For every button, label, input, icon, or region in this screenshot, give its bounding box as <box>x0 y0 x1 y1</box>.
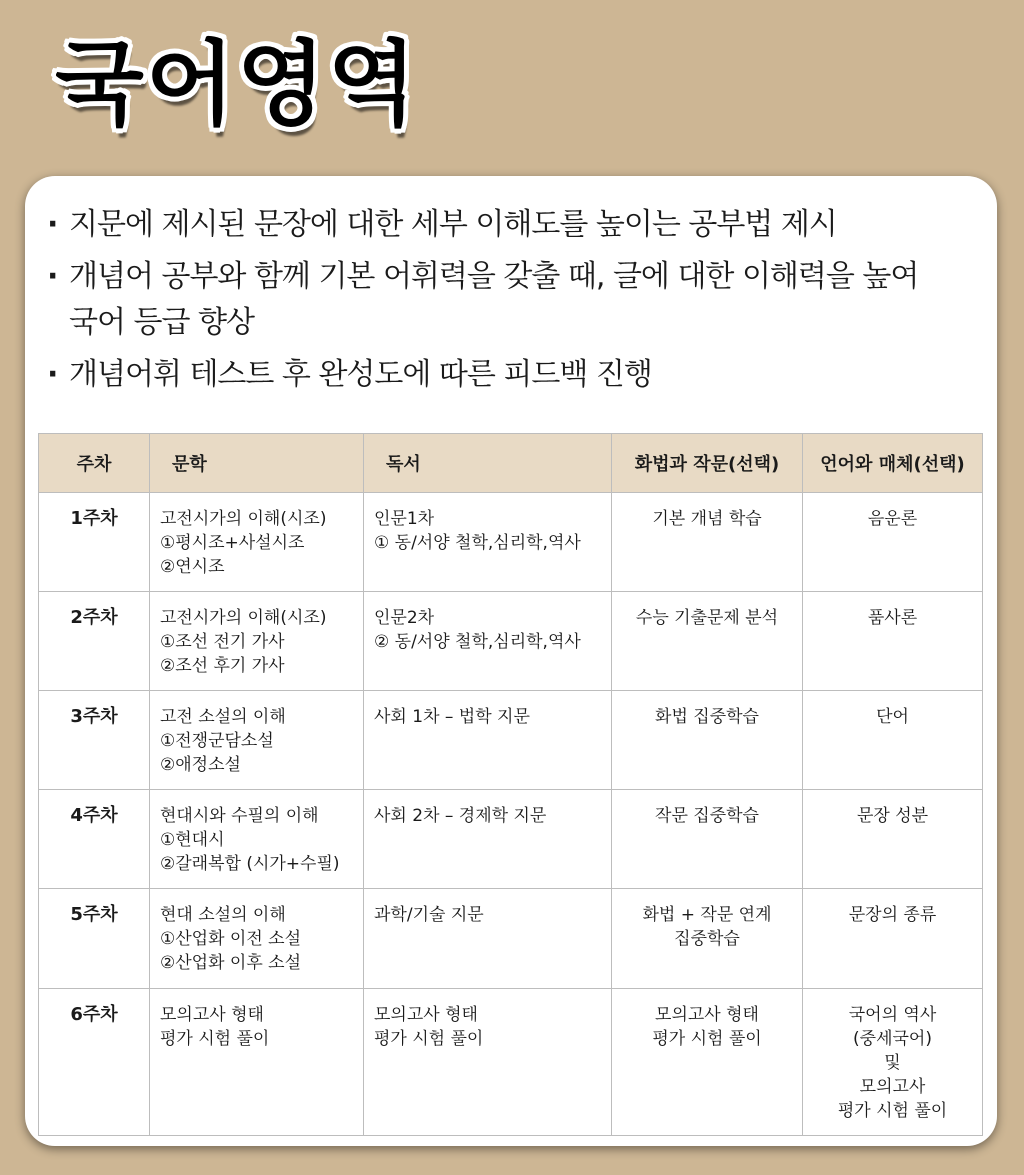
cell-line: 모의고사 형태 <box>655 1005 759 1025</box>
cell-line: 평가 시험 풀이 <box>160 1029 270 1049</box>
cell-literature <box>150 889 364 989</box>
cell-line: ①산업화 이전 소설 <box>160 929 302 949</box>
cell-line: 문장의 종류 <box>848 905 937 925</box>
table-row <box>39 989 983 1136</box>
cell-speech-writing <box>612 989 803 1136</box>
cell-reading <box>364 691 612 790</box>
cell-language-media <box>803 889 983 989</box>
cell-reading <box>364 889 612 989</box>
cell-line: 화법 + 작문 연계 <box>642 905 772 925</box>
cell-reading <box>364 493 612 592</box>
cell-language-media <box>803 592 983 691</box>
cell-language-media <box>803 790 983 889</box>
bullet-item <box>43 202 963 248</box>
cell-line: 인문1차 <box>374 509 435 529</box>
cell-literature <box>150 691 364 790</box>
cell-language-media <box>803 691 983 790</box>
cell-line: 문장 성분 <box>856 806 929 826</box>
cell-line: 기본 개념 학습 <box>652 509 762 529</box>
table-row <box>39 592 983 691</box>
table-row <box>39 790 983 889</box>
bullet-text: 국어 등급 향상 <box>69 305 254 340</box>
cell-line: 사회 2차 – 경제학 지문 <box>374 806 547 826</box>
cell-line: ①현대시 <box>160 830 225 850</box>
cell-speech-writing <box>612 691 803 790</box>
header-literature: 문학 <box>150 434 364 493</box>
table-header-row <box>39 434 983 493</box>
cell-language-media <box>803 493 983 592</box>
cell-literature <box>150 592 364 691</box>
header-week: 주차 <box>39 434 150 493</box>
bullet-dot: · <box>47 357 58 392</box>
header-language-media: 언어와 매체(선택) <box>803 434 983 493</box>
curriculum-table <box>38 433 983 1136</box>
cell-line: 평가 시험 풀이 <box>652 1029 762 1049</box>
cell-line: 평가 시험 풀이 <box>837 1101 948 1121</box>
cell-line: ②갈래복합 (시가+수필) <box>160 854 340 874</box>
bullet-text: 개념어휘 테스트 후 완성도에 따른 피드백 진행 <box>69 357 652 392</box>
cell-line: ②산업화 이후 소설 <box>160 953 302 973</box>
cell-reading <box>364 989 612 1136</box>
bullet-text: 지문에 제시된 문장에 대한 세부 이해도를 높이는 공부법 제시 <box>69 207 837 242</box>
cell-line: 고전시가의 이해(시조) <box>160 608 327 628</box>
cell-line: 모의고사 <box>859 1077 926 1097</box>
content-card <box>25 176 997 1146</box>
header-speech-writing: 화법과 작문(선택) <box>612 434 803 493</box>
cell-line: 모의고사 형태 <box>374 1005 478 1025</box>
cell-speech-writing <box>612 889 803 989</box>
table-body <box>39 493 983 1136</box>
cell-line: 과학/기술 지문 <box>374 905 484 925</box>
cell-literature <box>150 790 364 889</box>
table-row <box>39 691 983 790</box>
cell-line: 사회 1차 – 법학 지문 <box>374 707 530 727</box>
bullet-item <box>43 352 963 398</box>
cell-line: ②연시조 <box>160 557 225 577</box>
cell-week: 2주차 <box>39 592 150 691</box>
cell-line: 및 <box>884 1053 901 1073</box>
cell-line: 국어의 역사 <box>848 1005 937 1025</box>
table-row <box>39 493 983 592</box>
bullet-item <box>43 254 963 346</box>
cell-line: 음운론 <box>867 509 918 529</box>
summary-bullets <box>43 202 963 404</box>
cell-line: 인문2차 <box>374 608 435 628</box>
cell-week: 5주차 <box>39 889 150 989</box>
cell-line: 집중학습 <box>674 929 740 949</box>
cell-line: 화법 집중학습 <box>655 707 759 727</box>
cell-week: 1주차 <box>39 493 150 592</box>
cell-reading <box>364 592 612 691</box>
cell-line: ②조선 후기 가사 <box>160 656 285 676</box>
cell-week: 6주차 <box>39 989 150 1136</box>
cell-line: ①전쟁군담소설 <box>160 731 274 751</box>
cell-literature <box>150 493 364 592</box>
cell-line: ② 동/서양 철학,심리학,역사 <box>374 632 581 652</box>
bullet-dot: · <box>47 259 58 294</box>
cell-line: 현대시와 수필의 이해 <box>160 806 319 826</box>
cell-line: 고전 소설의 이해 <box>160 707 286 727</box>
cell-week: 4주차 <box>39 790 150 889</box>
cell-line: 모의고사 형태 <box>160 1005 264 1025</box>
cell-reading <box>364 790 612 889</box>
cell-speech-writing <box>612 493 803 592</box>
cell-line: 품사론 <box>867 608 918 628</box>
cell-line: (중세국어) <box>853 1029 932 1049</box>
cell-week: 3주차 <box>39 691 150 790</box>
page-title: 국어영역 <box>55 31 419 138</box>
bullet-text: 개념어 공부와 함께 기본 어휘력을 갖출 때, 글에 대한 이해력을 높여 <box>69 259 919 294</box>
cell-line: ①조선 전기 가사 <box>160 632 285 652</box>
cell-line: 작문 집중학습 <box>655 806 759 826</box>
header-reading: 독서 <box>364 434 612 493</box>
cell-line: 단어 <box>876 707 909 727</box>
cell-line: 수능 기출문제 분석 <box>635 608 779 628</box>
cell-line: ②애정소설 <box>160 755 241 775</box>
cell-line: 평가 시험 풀이 <box>374 1029 484 1049</box>
cell-line: ①평시조+사설시조 <box>160 533 305 553</box>
cell-line: 고전시가의 이해(시조) <box>160 509 327 529</box>
cell-speech-writing <box>612 592 803 691</box>
table-row <box>39 889 983 989</box>
cell-language-media <box>803 989 983 1136</box>
cell-literature <box>150 989 364 1136</box>
bullet-dot: · <box>47 207 58 242</box>
cell-line: 현대 소설의 이해 <box>160 905 286 925</box>
cell-speech-writing <box>612 790 803 889</box>
cell-line: ① 동/서양 철학,심리학,역사 <box>374 533 581 553</box>
